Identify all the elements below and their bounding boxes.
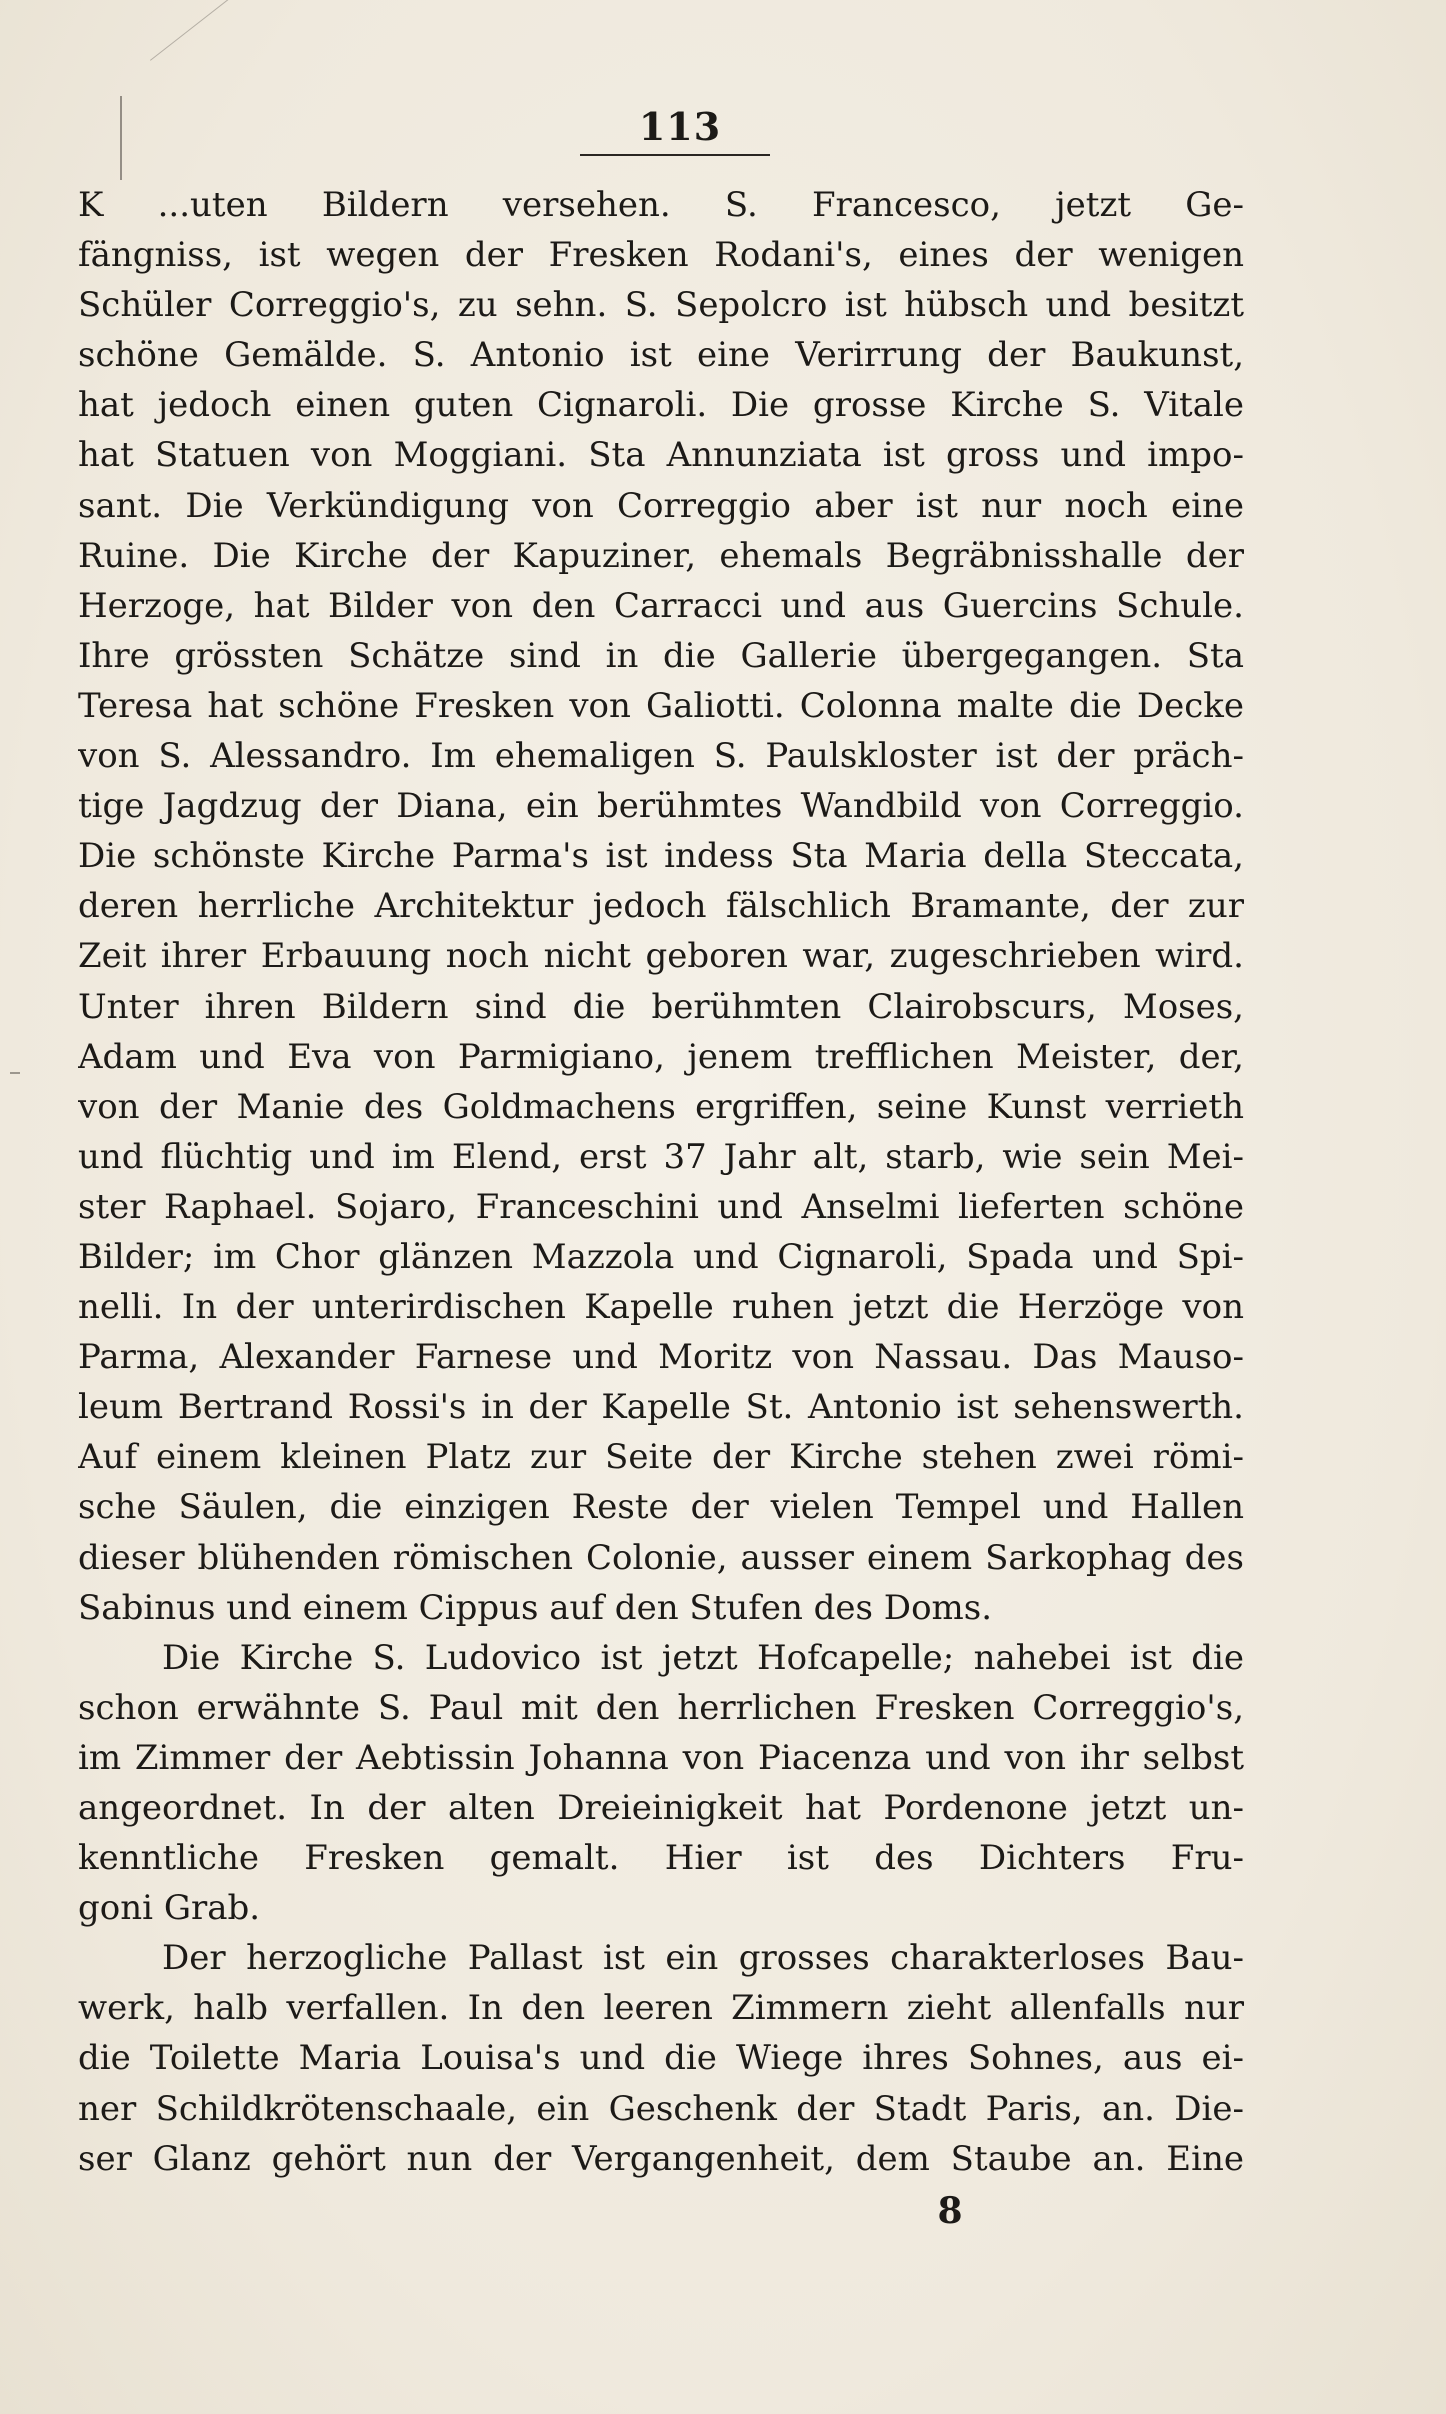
- text-line: sche Säulen, die einzigen Reste der vielen Tempel und Hallen: [78, 1487, 1244, 1528]
- text-line: Teresa hat schöne Fresken von Galiotti. Colonna malte die Decke: [78, 685, 1244, 726]
- text-line: werk, halb verfallen. In den leeren Zimmern zieht allenfalls nur: [78, 1988, 1244, 2029]
- text-line: angeordnet. In der alten Dreieinigkeit hat Pordenone jetzt un-: [78, 1788, 1244, 1828]
- text-line: Der herzogliche Pallast ist ein grosses charakterloses Bau-: [162, 1938, 1244, 1979]
- text-line: Zeit ihrer Erbauung noch nicht geboren war, zugeschrieben wird.: [78, 936, 1244, 977]
- text-line: ner Schildkrötenschaale, ein Geschenk der Stadt Paris, an. Die-: [78, 2088, 1244, 2129]
- text-line: ser Glanz gehört nun der Vergangenheit, dem Staube an. Eine: [78, 2138, 1244, 2179]
- header-rule: [580, 154, 770, 156]
- text-line: Adam und Eva von Parmigiano, jenem trefflichen Meister, der,: [78, 1036, 1244, 1077]
- text-line: hat Statuen von Moggiani. Sta Annunziata ist gross und impo-: [78, 435, 1244, 476]
- body-text: [78, 180, 1244, 2184]
- text-line: nelli. In der unterirdischen Kapelle ruhen jetzt die Herzöge von: [78, 1287, 1244, 1328]
- text-line: leum Bertrand Rossi's in der Kapelle St. Antonio ist sehenswerth.: [78, 1387, 1244, 1428]
- text-line: Sabinus und einem Cippus auf den Stufen des Doms.: [78, 1587, 993, 1628]
- text-line: fängniss, ist wegen der Fresken Rodani's, eines der wenigen: [78, 235, 1244, 276]
- scan-mark-left-dash: [10, 1072, 20, 1074]
- text-line: ster Raphael. Sojaro, Franceschini und Anselmi lieferten schöne: [78, 1186, 1244, 1227]
- page-number: 113: [638, 104, 722, 149]
- text-line: goni Grab.: [78, 1888, 261, 1929]
- text-line: und flüchtig und im Elend, erst 37 Jahr alt, starb, wie sein Mei-: [78, 1136, 1244, 1177]
- text-line: im Zimmer der Aebtissin Johanna von Piacenza und von ihr selbst: [78, 1737, 1244, 1778]
- text-line: Auf einem kleinen Platz zur Seite der Kirche stehen zwei römi-: [78, 1437, 1244, 1478]
- text-line: Unter ihren Bildern sind die berühmten Clairobscurs, Moses,: [78, 986, 1244, 1027]
- text-line: schöne Gemälde. S. Antonio ist eine Verirrung der Baukunst,: [78, 335, 1244, 376]
- text-line: Die schönste Kirche Parma's ist indess Sta Maria della Steccata,: [78, 836, 1244, 877]
- text-line: Ihre grössten Schätze sind in die Gallerie übergegangen. Sta: [78, 635, 1244, 676]
- text-line: K ...uten Bildern versehen. S. Francesco, jetzt Ge-: [78, 185, 1244, 225]
- text-line: hat jedoch einen guten Cignaroli. Die grosse Kirche S. Vitale: [78, 385, 1244, 426]
- text-line: von S. Alessandro. Im ehemaligen S. Paulskloster ist der präch-: [78, 736, 1244, 777]
- text-line: Herzoge, hat Bilder von den Carracci und aus Guercins Schule.: [78, 585, 1244, 626]
- text-line: Die Kirche S. Ludovico ist jetzt Hofcapelle; nahebei ist die: [162, 1637, 1244, 1678]
- signature-mark: 8: [937, 2190, 963, 2232]
- text-line: deren herrliche Architektur jedoch fälschlich Bramante, der zur: [78, 886, 1244, 927]
- text-line: Schüler Correggio's, zu sehn. S. Sepolcro ist hübsch und besitzt: [78, 285, 1244, 326]
- text-line: Bilder; im Chor glänzen Mazzola und Cignaroli, Spada und Spi-: [78, 1236, 1244, 1277]
- text-line: Parma, Alexander Farnese und Moritz von Nassau. Das Mauso-: [78, 1337, 1244, 1378]
- text-line: Ruine. Die Kirche der Kapuziner, ehemals Begräbnisshalle der: [78, 535, 1244, 576]
- text-line: sant. Die Verkündigung von Correggio aber ist nur noch eine: [78, 485, 1244, 526]
- text-line: von der Manie des Goldmachens ergriffen, seine Kunst verrieth: [78, 1086, 1244, 1127]
- text-line: kenntliche Fresken gemalt. Hier ist des Dichters Fru-: [78, 1838, 1244, 1879]
- scan-mark-top-left: [120, 96, 122, 180]
- text-line: die Toilette Maria Louisa's und die Wiege ihres Sohnes, aus ei-: [78, 2038, 1244, 2079]
- scan-mark-diagonal: [150, 0, 245, 61]
- text-line: schon erwähnte S. Paul mit den herrlichen Fresken Correggio's,: [78, 1687, 1244, 1728]
- text-line: tige Jagdzug der Diana, ein berühmtes Wandbild von Correggio.: [78, 786, 1244, 827]
- text-line: dieser blühenden römischen Colonie, ausser einem Sarkophag des: [78, 1537, 1244, 1578]
